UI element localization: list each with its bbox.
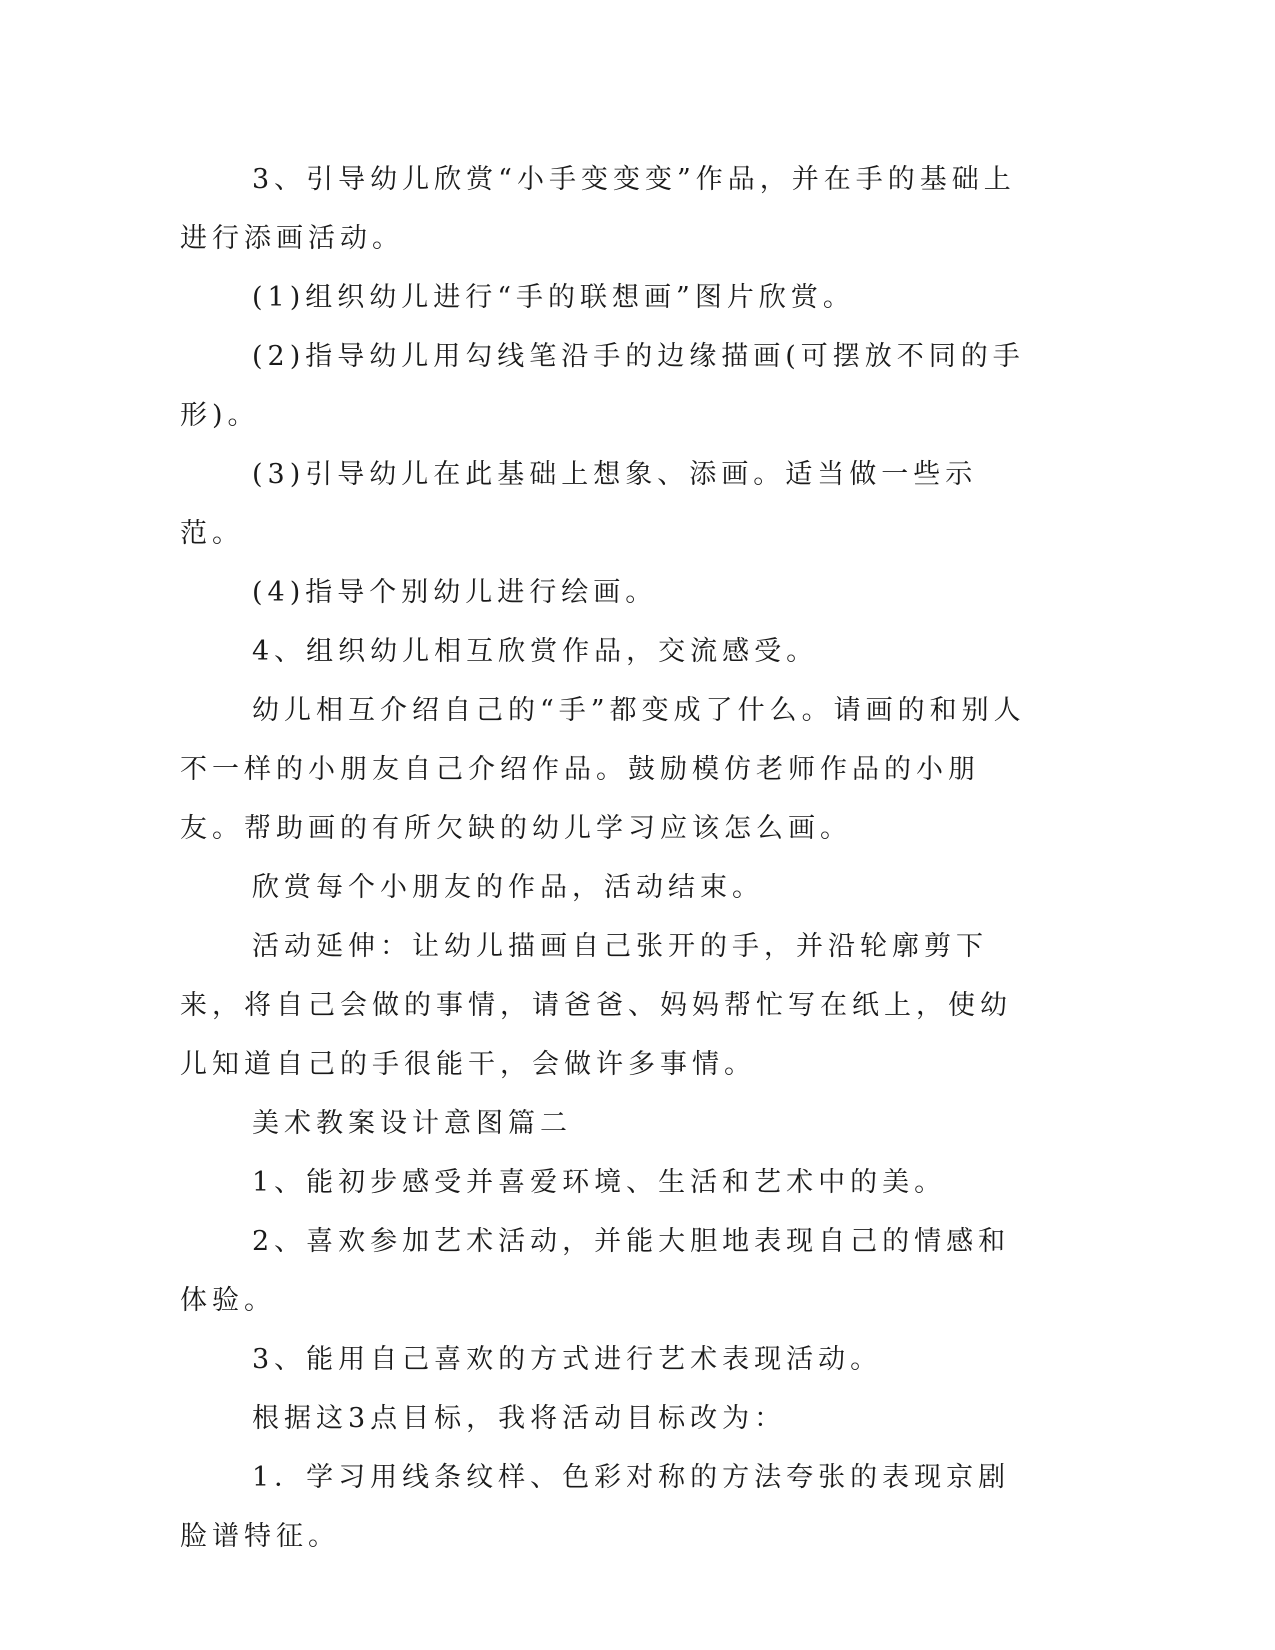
paragraph-introduce-works: 幼儿相互介绍自己的“手”都变成了什么。请画的和别人不一样的小朋友自己介绍作品。鼓励模仿老师作品的小朋友。帮助画的有所欠缺的幼儿学习应该怎么画。 bbox=[180, 695, 1026, 844]
paragraph-revised-goal-1: 1．学习用线条纹样、色彩对称的方法夸张的表现京剧脸谱特征。 bbox=[180, 1462, 1011, 1552]
paragraph-extension: 活动延伸：让幼儿描画自己张开的手，并沿轮廓剪下来，将自己会做的事情，请爸爸、妈妈帮忙写在纸上，使幼儿知道自己的手很能干，会做许多事情。 bbox=[180, 931, 1012, 1080]
paragraph-goal-2: 2、喜欢参加艺术活动，并能大胆地表现自己的情感和体验。 bbox=[180, 1226, 1011, 1316]
paragraph-substep-4: (4)指导个别幼儿进行绘画。 bbox=[252, 577, 658, 608]
section-heading: 美术教案设计意图篇二 bbox=[252, 1108, 572, 1139]
paragraph-revised-goals-intro: 根据这3点目标，我将活动目标改为： bbox=[252, 1403, 787, 1434]
paragraph-goal-1: 1、能初步感受并喜爱环境、生活和艺术中的美。 bbox=[252, 1167, 947, 1198]
paragraph-substep-3: (3)引导幼儿在此基础上想象、添画。适当做一些示范。 bbox=[180, 459, 978, 549]
paragraph-goal-3: 3、能用自己喜欢的方式进行艺术表现活动。 bbox=[252, 1344, 883, 1375]
paragraph-activity-end: 欣赏每个小朋友的作品，活动结束。 bbox=[252, 872, 764, 903]
paragraph-substep-2: (2)指导幼儿用勾线笔沿手的边缘描画(可摆放不同的手形)。 bbox=[180, 341, 1025, 431]
paragraph-step-3: 3、引导幼儿欣赏“小手变变变”作品，并在手的基础上进行添画活动。 bbox=[180, 164, 1016, 254]
document-body bbox=[180, 150, 1040, 1566]
paragraph-substep-1: (1)组织幼儿进行“手的联想画”图片欣赏。 bbox=[252, 282, 855, 313]
paragraph-step-4: 4、组织幼儿相互欣赏作品，交流感受。 bbox=[252, 636, 819, 667]
